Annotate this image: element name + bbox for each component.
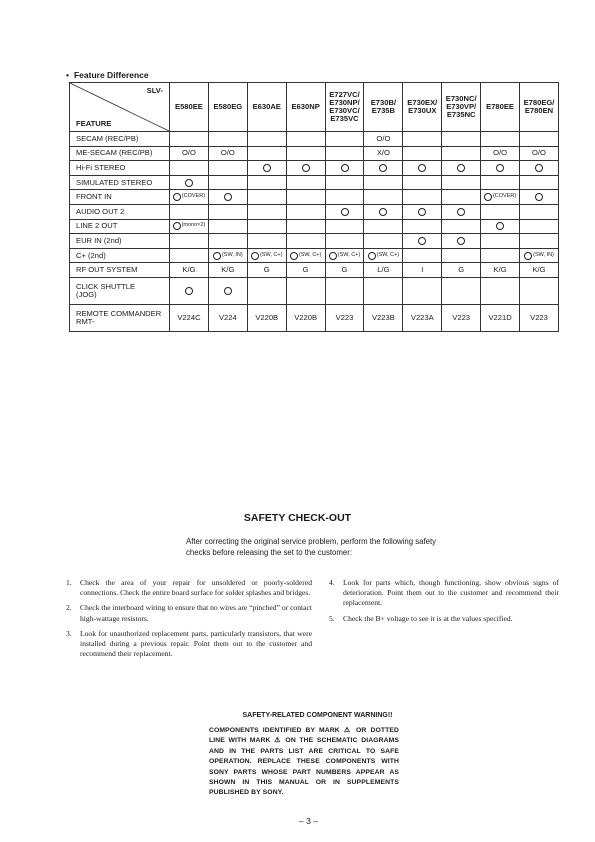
table-cell: [325, 132, 364, 147]
table-cell: [520, 190, 559, 205]
model-header: E630NP: [286, 83, 325, 132]
table-cell: [364, 204, 403, 219]
table-cell: [481, 219, 520, 234]
table-cell: [208, 277, 247, 304]
table-cell: [208, 190, 247, 205]
cell-note: (COVER): [181, 193, 206, 200]
list-item: [66, 629, 312, 660]
list-item-number: 5.: [329, 613, 335, 623]
table-cell: O/O: [364, 132, 403, 147]
model-header: E780EE: [481, 83, 520, 132]
table-cell: [364, 161, 403, 176]
table-cell: [442, 132, 481, 147]
feature-name: ME-SECAM (REC/PB): [70, 146, 170, 161]
table-cell: [520, 277, 559, 304]
table-cell: O/O: [481, 146, 520, 161]
model-header: E630AE: [247, 83, 286, 132]
table-row: [70, 146, 559, 161]
table-cell: O/O: [170, 146, 209, 161]
table-cell: V223A: [403, 304, 442, 331]
list-item: [66, 603, 312, 623]
table-cell: [325, 190, 364, 205]
table-cell: [286, 132, 325, 147]
table-cell: [286, 219, 325, 234]
circle-mark-icon: [329, 252, 337, 260]
list-item-number: 2.: [66, 603, 72, 613]
model-header: E730NC/ E730VP/ E735NC: [442, 83, 481, 132]
table-cell: [286, 234, 325, 249]
table-cell: [286, 146, 325, 161]
table-cell: [325, 161, 364, 176]
list-item-text: Look for unauthorized replacement parts, particularly transistors, that were installed during a previous repair. Point them out to the customer and recommend their replacement.: [80, 628, 312, 659]
table-cell: [325, 146, 364, 161]
table-row: [70, 304, 559, 331]
table-cell: I: [403, 263, 442, 278]
warning-body: COMPONENTS IDENTIFIED BY MARK ⚠ OR DOTTED LINE WITH MARK ⚠ ON THE SCHEMATIC DIAGRAMS AND IN THE PARTS LIST ARE CRITICAL TO SAFE OPERATION. REPLACE THESE COMPONENTS WITH SONY PARTS WHOSE PART NUMBERS APPEAR AS SHOWN IN THIS MANUAL OR IN SUPPLEMENTS PUBLISHED BY SONY.: [209, 727, 399, 797]
table-cell: [208, 204, 247, 219]
table-cell: [364, 219, 403, 234]
circle-mark-icon: [224, 193, 232, 201]
table-cell: [520, 175, 559, 190]
safety-list-left: [66, 578, 312, 664]
circle-mark-icon: [263, 164, 271, 172]
list-item-text: Check the area of your repair for unsoldered or poorly-soldered connections. Check the entire board surface for solder splashes and bridges.: [80, 578, 312, 598]
table-cell: G: [286, 263, 325, 278]
table-cell: [442, 190, 481, 205]
cell-note: (SW, C+): [337, 251, 361, 258]
bullet: •: [66, 70, 69, 80]
circle-mark-icon: [251, 252, 259, 260]
table-cell: [442, 234, 481, 249]
safety-list-right: [329, 578, 559, 629]
table-cell: [325, 204, 364, 219]
table-cell: K/G: [481, 263, 520, 278]
table-cell: [247, 234, 286, 249]
table-cell: [520, 248, 559, 263]
table-cell: [403, 190, 442, 205]
table-row: [70, 219, 559, 234]
table-cell: [403, 204, 442, 219]
table-cell: [403, 277, 442, 304]
table-cell: V224C: [170, 304, 209, 331]
safety-checkout-title: SAFETY CHECK-OUT: [243, 512, 352, 524]
table-cell: [442, 219, 481, 234]
circle-mark-icon: [379, 164, 387, 172]
feature-name: C+ (2nd): [70, 248, 170, 263]
corner-feature-label: FEATURE: [76, 119, 112, 129]
table-cell: [481, 190, 520, 205]
table-cell: [481, 132, 520, 147]
table-cell: [403, 234, 442, 249]
table-cell: [247, 277, 286, 304]
table-cell: [247, 146, 286, 161]
circle-mark-icon: [457, 164, 465, 172]
table-cell: [247, 132, 286, 147]
feature-name: RF OUT SYSTEM: [70, 263, 170, 278]
table-cell: [325, 175, 364, 190]
table-row: [70, 132, 559, 147]
table-cell: [442, 175, 481, 190]
circle-mark-icon: [418, 208, 426, 216]
list-item-text: Check the interboard wiring to ensure that no wires are “pinched” or contact high-wattage resistors.: [80, 603, 312, 623]
circle-mark-icon: [418, 237, 426, 245]
table-cell: [208, 234, 247, 249]
table-cell: [208, 161, 247, 176]
model-header: E730EX/ E730UX: [403, 83, 442, 132]
table-cell: V221D: [481, 304, 520, 331]
table-cell: K/G: [520, 263, 559, 278]
table-cell: [170, 190, 209, 205]
cell-note: (SW, C+): [259, 251, 283, 258]
table-cell: [364, 175, 403, 190]
circle-mark-icon: [457, 237, 465, 245]
feature-name: EUR IN (2nd): [70, 234, 170, 249]
circle-mark-icon: [185, 287, 193, 295]
table-cell: [208, 132, 247, 147]
table-cell: [520, 132, 559, 147]
model-header: E730B/ E735B: [364, 83, 403, 132]
circle-mark-icon: [368, 252, 376, 260]
circle-mark-icon: [524, 252, 532, 260]
feature-name: FRONT IN: [70, 190, 170, 205]
model-header: E780EG/ E780EN: [520, 83, 559, 132]
circle-mark-icon: [185, 179, 193, 187]
table-corner-cell: [70, 83, 170, 132]
table-row: [70, 248, 559, 263]
table-cell: [286, 190, 325, 205]
table-row: [70, 175, 559, 190]
list-item: [329, 578, 559, 609]
feature-name: AUDIO OUT 2: [70, 204, 170, 219]
table-cell: [442, 277, 481, 304]
feature-name: REMOTE COMMANDER RMT-: [70, 304, 170, 331]
table-cell: [247, 175, 286, 190]
section-heading: [66, 70, 149, 80]
table-cell: [481, 277, 520, 304]
cell-note: (SW, C+): [376, 251, 400, 258]
table-cell: [170, 175, 209, 190]
table-cell: [520, 219, 559, 234]
feature-difference-table: [69, 82, 559, 332]
table-cell: O/O: [520, 146, 559, 161]
table-cell: [325, 219, 364, 234]
table-cell: G: [442, 263, 481, 278]
list-item-text: Look for parts which, though functioning, show obvious signs of deterioration. Point them out to the customer and recommend their replacement.: [343, 578, 559, 608]
table-cell: K/G: [208, 263, 247, 278]
table-cell: [442, 146, 481, 161]
table-cell: [403, 146, 442, 161]
circle-mark-icon: [496, 222, 504, 230]
circle-mark-icon: [213, 252, 221, 260]
table-cell: V224: [208, 304, 247, 331]
table-cell: [403, 161, 442, 176]
table-cell: [481, 175, 520, 190]
table-cell: [403, 248, 442, 263]
circle-mark-icon: [290, 252, 298, 260]
circle-mark-icon: [341, 164, 349, 172]
table-cell: [208, 248, 247, 263]
table-cell: [170, 277, 209, 304]
table-cell: [364, 248, 403, 263]
circle-mark-icon: [302, 164, 310, 172]
table-cell: [364, 277, 403, 304]
table-cell: V223: [442, 304, 481, 331]
table-header-row: [70, 83, 559, 132]
table-cell: [170, 132, 209, 147]
table-cell: [170, 234, 209, 249]
feature-name: SIMULATED STEREO: [70, 175, 170, 190]
feature-name: CLICK SHUTTLE (JOG): [70, 277, 170, 304]
table-cell: [170, 161, 209, 176]
table-cell: [403, 219, 442, 234]
table-cell: [481, 234, 520, 249]
feature-name: Hi-Fi STEREO: [70, 161, 170, 176]
circle-mark-icon: [418, 164, 426, 172]
table-body: [70, 132, 559, 332]
corner-model-prefix: SLV-: [146, 86, 163, 95]
list-item: [66, 578, 312, 598]
table-cell: [286, 161, 325, 176]
warning-title: SAFETY-RELATED COMPONENT WARNING!!: [242, 712, 393, 719]
table-row: [70, 263, 559, 278]
table-cell: [325, 277, 364, 304]
table-cell: [481, 248, 520, 263]
table-cell: V220B: [247, 304, 286, 331]
list-item: [329, 614, 559, 624]
table-cell: [170, 219, 209, 234]
table-row: [70, 277, 559, 304]
table-cell: [442, 161, 481, 176]
table-cell: [442, 248, 481, 263]
cell-note: (mono×2): [181, 222, 206, 229]
table-cell: G: [325, 263, 364, 278]
circle-mark-icon: [341, 208, 349, 216]
table-cell: [286, 277, 325, 304]
circle-mark-icon: [379, 208, 387, 216]
table-cell: [286, 175, 325, 190]
table-cell: [442, 204, 481, 219]
table-cell: [247, 161, 286, 176]
circle-mark-icon: [535, 164, 543, 172]
feature-name: SECAM (REC/PB): [70, 132, 170, 147]
table-cell: X/O: [364, 146, 403, 161]
table-cell: [325, 248, 364, 263]
cell-note: (COVER): [492, 193, 517, 200]
circle-mark-icon: [484, 193, 492, 201]
safety-intro: After correcting the original service problem, perform the following safety checks before releasing the set to the customer:: [186, 537, 437, 557]
list-item-number: 3.: [66, 628, 72, 638]
cell-note: (SW, IN): [221, 251, 243, 258]
table-cell: [325, 234, 364, 249]
table-cell: [364, 190, 403, 205]
table-cell: V220B: [286, 304, 325, 331]
table-cell: [208, 219, 247, 234]
table-cell: [403, 132, 442, 147]
table-cell: V223: [520, 304, 559, 331]
table-cell: [170, 248, 209, 263]
table-cell: [247, 190, 286, 205]
table-cell: [208, 175, 247, 190]
table-cell: L/G: [364, 263, 403, 278]
table-cell: [520, 204, 559, 219]
table-cell: [403, 175, 442, 190]
table-cell: V223B: [364, 304, 403, 331]
table-cell: [520, 161, 559, 176]
list-item-number: 4.: [329, 578, 335, 587]
table-cell: O/O: [208, 146, 247, 161]
cell-note: (SW, IN): [533, 251, 554, 258]
model-header: E580EG: [208, 83, 247, 132]
table-cell: K/G: [170, 263, 209, 278]
table-row: [70, 190, 559, 205]
list-item-number: 1.: [66, 578, 72, 587]
section-title: Feature Difference: [73, 70, 149, 80]
table-cell: [170, 204, 209, 219]
table-cell: [481, 161, 520, 176]
table-cell: [247, 219, 286, 234]
circle-mark-icon: [496, 164, 504, 172]
model-header: E727VC/ E730NP/ E730VC/ E735VC: [325, 83, 364, 132]
page-number: – 3 –: [299, 816, 318, 826]
feature-name: LINE 2 OUT: [70, 219, 170, 234]
circle-mark-icon: [535, 193, 543, 201]
list-item-text: Check the B+ voltage to see it is at the values specified.: [343, 613, 513, 623]
table-cell: G: [247, 263, 286, 278]
table-cell: [364, 234, 403, 249]
circle-mark-icon: [457, 208, 465, 216]
table-row: [70, 161, 559, 176]
table-cell: [520, 234, 559, 249]
table-cell: [286, 248, 325, 263]
table-row: [70, 234, 559, 249]
table-cell: [286, 204, 325, 219]
table-cell: [247, 248, 286, 263]
table-cell: [247, 204, 286, 219]
circle-mark-icon: [224, 287, 232, 295]
model-header: E580EE: [170, 83, 209, 132]
circle-mark-icon: [173, 193, 181, 201]
table-row: [70, 204, 559, 219]
circle-mark-icon: [173, 222, 181, 230]
table-cell: [481, 204, 520, 219]
table-cell: V223: [325, 304, 364, 331]
cell-note: (SW, C+): [298, 251, 322, 258]
